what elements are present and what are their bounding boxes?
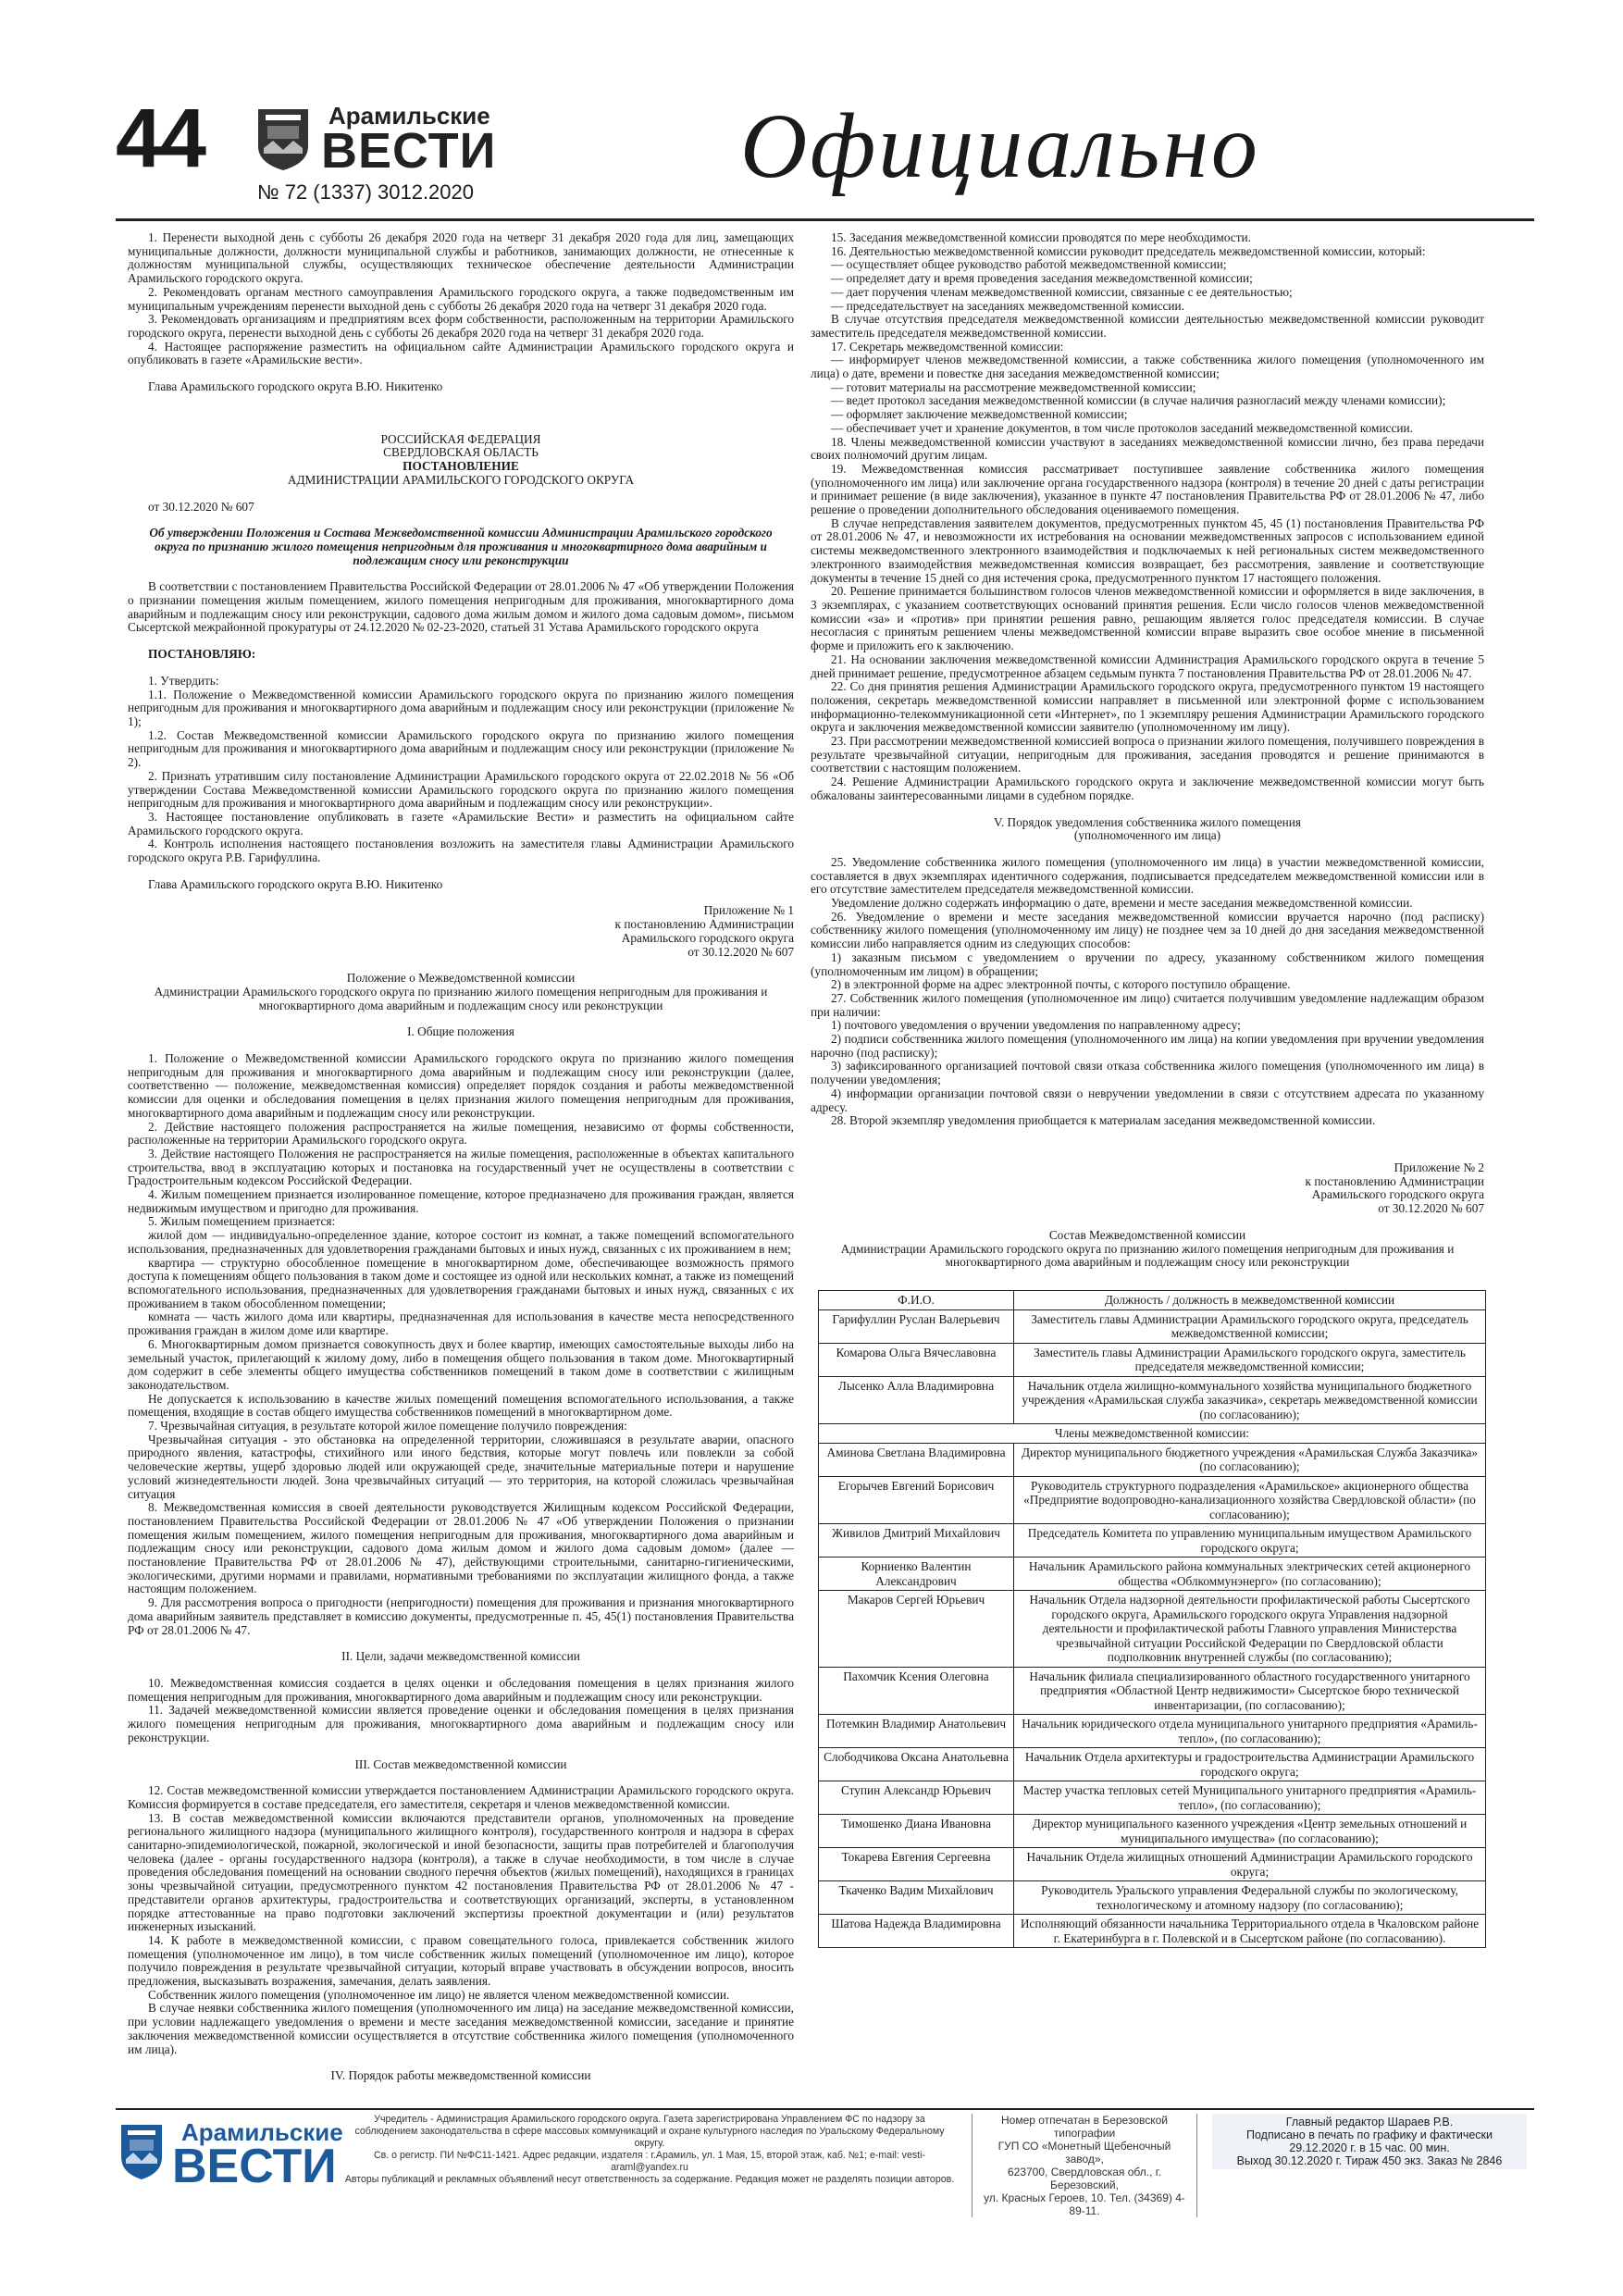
signature: Глава Арамильского городского округа В.Ю. Никитенко: [148, 379, 443, 394]
printer-line: 623700, Свердловская обл., г. Березовский,: [1007, 2166, 1162, 2191]
table-row: [819, 1915, 1486, 1948]
paragraph: 1. Утвердить:: [148, 673, 219, 688]
paragraph: 3) зафиксированного организацией почтовой связи отказа собственника жилого помещения (уполномоченного им лица) в получении уведомления;: [811, 1059, 1484, 1087]
member-role: Заместитель главы Администрации Арамильского городского округа, председатель межведомственной комиссии;: [1014, 1309, 1486, 1343]
paragraph: — определяет дату и время проведения заседания межведомственной комиссии;: [831, 271, 1253, 286]
member-name: Комарова Ольга Вячеславовна: [819, 1343, 1014, 1376]
paragraph: 1.2. Состав Межведомственной комиссии Арамильского городского округа по признанию жилого помещения непригодным для проживания и многоквартирного дома аварийным и подлежащим сносу или реконструкции (приложение № 2).: [128, 727, 794, 770]
paragraph: 7. Чрезвычайная ситуация, в результате которой жилое помещение получило повреждения:: [148, 1419, 627, 1433]
paragraph: 5. Жилым помещением признается:: [148, 1214, 336, 1229]
decree-header-line: АДМИНИСТРАЦИИ АРАМИЛЬСКОГО ГОРОДСКОГО ОКРУГА: [287, 472, 635, 487]
section-heading: III. Состав межведомственной комиссии: [354, 1756, 567, 1771]
section-heading: I. Общие положения: [407, 1024, 514, 1039]
paragraph: В случае отсутствия председателя межведомственной комиссии деятельностью межведомственной комиссии руководит заместитель председателя межведомственной комиссии.: [811, 312, 1484, 340]
paragraph: квартира — структурно обособленное помещение в многоквартирном доме, обеспечивающее возможность прямого доступа к помещениям общего пользования в таком доме и состоящее из одной или нескольких комнат, а также из помещений вспомогательного использования, предназначенных для удовлетворения гражданами бытовых и иных нужд, связанных с их проживанием в таком обособленном помещении;: [128, 1255, 794, 1310]
appendix-note: от 30.12.2020 № 607: [1378, 1201, 1484, 1216]
logo-main-text: ВЕСТИ: [321, 123, 497, 179]
appendix-note: к постановлению Администрации: [1305, 1173, 1484, 1188]
paragraph: 14. К работе в межведомственной комиссии, с правом совещательного голоса, привлекается собственник жилого помещения (уполномоченное им лицо), в том числе собственник жилых помещений (уполномоченное им лицо), которое получило повреждения в результате чрезвычайной ситуации, который вправе участвовать в обсуждении вопросов, вносить предложения, высказывать возражения, замечания, делать заявления.: [128, 1932, 794, 1989]
paragraph: 1) заказным письмом с уведомлением о вручении по адресу, указанному собственником жилого помещения (уполномоченным им лицом) в обращении;: [811, 949, 1484, 978]
member-name: Потемкин Владимир Анатольевич: [819, 1715, 1014, 1748]
composition-subtitle: Администрации Арамильского городского округа по признанию жилого помещения непригодным для проживания и многоквартирного дома аварийным и подлежащим сносу или реконструкции: [840, 1241, 1455, 1270]
member-name: Живилов Дмитрий Михайлович: [819, 1524, 1014, 1558]
footer-logo-top-text: Арамильские: [181, 2118, 343, 2146]
paragraph: 2. Действие настоящего положения распространяется на жилые помещения, независимо от формы собственности, расположенные на территории Арамильского городского округа.: [128, 1119, 794, 1148]
paragraph: 4. Контроль исполнения настоящего постановления возложить на заместителя главы Администрации Арамильского городского округа Р.В. Гарифуллина.: [128, 837, 794, 865]
paragraph: — осуществляет общее руководство работой межведомственной комиссии;: [831, 257, 1227, 272]
appendix-2-block: [811, 1161, 1484, 1270]
printer-line: Номер отпечатан в Березовской типографии: [1001, 2114, 1168, 2140]
printer-line: ГУП СО «Монетный Щебеночный завод»,: [997, 2140, 1171, 2166]
right-column: [811, 231, 1484, 1128]
newspaper-logo: [254, 100, 497, 179]
appendix-note: Приложение № 2: [1394, 1160, 1484, 1174]
paragraph: 19. Межведомственная комиссия рассматривает поступившее заявление собственника жилого помещения (уполномоченного им лица) или заключение органа государственного надзора (контроля) в течение 20 дней с даты регистрации и принимает решение (в виде заключения), указанное в пункте 47 постановления Правительства РФ от 28.01.2006 № 47, либо решение о проведении дополнительного обследования оцениваемого помещения.: [811, 461, 1484, 517]
composition-title: Состав Межведомственной комиссии: [1048, 1227, 1246, 1242]
resolve-heading: ПОСТАНОВЛЯЮ:: [148, 647, 256, 662]
paragraph: Чрезвычайная ситуация - это обстановка на определенной территории, сложившаяся в результате аварии, опасного природного явления, катастрофы, стихийного или иного бедствия, которые могут повлечь или повлекли за собой человеческие жертвы, ущерб здоровью людей или окружающей среде, значительные материальные потери и нарушение условий жизнедеятельности людей. Зона чрезвычайных ситуаций — это территория, на которой сложилась чрезвычайная ситуация: [128, 1432, 794, 1501]
paragraph: 3. Настоящее постановление опубликовать в газете «Арамильские Вести» и разместить на официальном сайте Арамильского городского округа.: [128, 809, 794, 838]
member-name: Шатова Надежда Владимировна: [819, 1915, 1014, 1948]
preamble: В соответствии с постановлением Правительства Российской Федерации от 28.01.2006 № 47 «Об утверждении Положения о признании помещения жилым помещением, жилого помещения непригодным для проживания, многоквартирного дома аварийным и подлежащим сносу или реконструкции, садового дома жилым домом и жилого дома садовым домом», письмом Сысертской межрайонной прокуратуры от 24.12.2020 № 02-23-2020, статьей 31 Устава Арамильского городского округа: [128, 579, 794, 635]
member-role: Начальник юридического отдела муниципального унитарного предприятия «Арамиль-тепло», (по согласованию);: [1014, 1715, 1486, 1748]
paragraph: 16. Деятельностью межведомственной комиссии руководит председатель межведомственной комиссии, который:: [831, 243, 1426, 258]
editor-info: [1212, 2114, 1527, 2169]
member-name: Корниенко Валентин Александрович: [819, 1558, 1014, 1591]
member-name: Аминова Светлана Владимировна: [819, 1443, 1014, 1476]
table-row: [819, 1667, 1486, 1715]
paragraph: 17. Секретарь межведомственной комиссии:: [831, 339, 1064, 354]
member-role: Исполняющий обязанности начальника Территориального отдела в Чкаловском районе г. Екатеринбурга в г. Полевской и в Сысертском районе (по согласованию).: [1014, 1915, 1486, 1948]
member-name: Пахомчик Ксения Олеговна: [819, 1667, 1014, 1715]
paragraph: 20. Решение принимается большинством голосов членов межведомственной комиссии и оформляется в виде заключения, в 3 экземплярах, с указанием соответствующих оснований принятия решения. Если число голосов членов межведомственной комиссии «за» и «против» при принятии решения равно, решающим является голос председателя комиссии. В случае несогласия с принятым решением члены межведомственной комиссии вправе выразить свое особое мнение в письменной форме и приложить его к заключению.: [811, 584, 1484, 653]
paragraph: — оформляет заключение межведомственной комиссии;: [831, 407, 1128, 422]
appendix-note: Арамильского городского округа: [1311, 1187, 1484, 1202]
paragraph: В случае неявки собственника жилого помещения (уполномоченного им лица) на заседание межведомственной комиссии, при условии надлежащего уведомления о времени и месте заседания межведомственной комиссии, заседание и принятие заключения межведомственной комиссии осуществляется в отсутствие собственника жилого помещения (уполномоченного им лица).: [128, 2001, 794, 2056]
editor-line: Выход 30.12.2020 г. Тираж 450 экз. Заказ № 2846: [1236, 2154, 1503, 2167]
member-name: Лысенко Алла Владимировна: [819, 1376, 1014, 1424]
paragraph: 4. Жилым помещением признается изолированное помещение, которое предназначено для проживания граждан, является недвижимым имуществом и пригодно для проживания.: [128, 1187, 794, 1215]
member-role: Начальник Отдела жилищных отношений Администрации Арамильского городского округа;: [1014, 1848, 1486, 1881]
table-row: [819, 1848, 1486, 1881]
member-role: Начальник Отдела архитектуры и градостроительства Администрации Арамильского городского округа;: [1014, 1748, 1486, 1781]
paragraph: В случае непредставления заявителем документов, предусмотренных пунктом 45, 45 (1) постановления Правительства РФ от 28.01.2006 № 47, и невозможности их истребования на основании межведомственных запросов с использованием единой системы межведомственного электронного взаимодействия и подключаемых к ней региональных систем межведомственного электронного взаимодействия межведомственная комиссия возвращает, без рассмотрения, заявление и соответствующие документы в течение 15 дней со дня истечения срока, предусмотренного пунктом 17 настоящего положения.: [811, 515, 1484, 585]
paragraph: — дает поручения членам межведомственной комиссии, связанные с ее деятельностью;: [831, 284, 1293, 299]
paragraph: 2. Рекомендовать органам местного самоуправления Арамильского городского округа, а также подведомственным им муниципальным учреждениям перенести выходной день с субботы 26 декабря 2020 года на четверг 31 декабря 2020 года.: [128, 284, 794, 313]
member-role: Начальник филиала специализированного областного государственного унитарного предприятия «Областной Центр недвижимости» Сысертское бюро технической инвентаризации, (по согласованию);: [1014, 1667, 1486, 1715]
paragraph: 27. Собственник жилого помещения (уполномоченное им лицо) считается получившим уведомление надлежащим образом при наличии:: [811, 990, 1484, 1019]
table-row: [819, 1781, 1486, 1815]
paragraph: Собственник жилого помещения (уполномоченное им лицо) не является членом межведомственной комиссии.: [148, 1987, 730, 2002]
logo-top-text: Арамильские: [328, 102, 490, 130]
member-name: Ступин Александр Юрьевич: [819, 1781, 1014, 1815]
paragraph: 21. На основании заключения межведомственной комиссии Администрация Арамильского городского округа в течение 5 дней принимает решение, предусмотренное абзацем седьмым пункта 7 постановления Правительства РФ от 28.01.2006 № 47.: [811, 652, 1484, 680]
decree-header-line: РОССИЙСКАЯ ФЕДЕРАЦИЯ: [380, 431, 541, 446]
table-row: [819, 1881, 1486, 1915]
paragraph: 24. Решение Администрации Арамильского городского округа и заключение межведомственной комиссии могут быть обжалованы заинтересованными лицами в судебном порядке.: [811, 775, 1484, 802]
member-role: Руководитель Уральского управления Федеральной службы по экологическому, технологическому и атомному надзору (по согласованию);: [1014, 1881, 1486, 1915]
paragraph: 12. Состав межведомственной комиссии утверждается постановлением Администрации Арамильского городского округа. Комиссия формируется в составе председателя, его заместителя, секретаря и членов межведомственной комиссии.: [128, 1783, 794, 1811]
printer-line: ул. Красных Героев, 10. Тел. (34369) 4-89-11.: [984, 2191, 1185, 2217]
member-role: Руководитель структурного подразделения «Арамильское» акционерного общества «Предприятие водопроводно-канализационного хозяйства Свердловской области» (по согласованию);: [1014, 1476, 1486, 1524]
paragraph: — обеспечивает учет и хранение документов, в том числе протоколов заседаний межведомственной комиссии.: [831, 420, 1413, 435]
regulation-subtitle: Администрации Арамильского городского округа по признанию жилого помещения непригодным для проживания и многоквартирного дома аварийным и подлежащим сносу или реконструкции: [154, 984, 768, 1012]
member-name: Гарифуллин Руслан Валерьевич: [819, 1309, 1014, 1343]
paragraph: 15. Заседания межведомственной комиссии проводятся по мере необходимости.: [831, 230, 1251, 244]
paragraph: 26. Уведомление о времени и месте заседания межведомственной комиссии вручается нарочно (под расписку) собственнику жилого помещения (уполномоченному им лицу) не позднее чем за 10 дней до дня заседания межведомственной комиссии либо направляется одним из следующих способов:: [811, 909, 1484, 951]
paragraph: 1.1. Положение о Межведомственной комиссии Арамильского городского округа по признанию жилого помещения непригодным для проживания и многоквартирного дома аварийным и подлежащим сносу или реконструкции (приложение № 1);: [128, 687, 794, 728]
paragraph: 3. Рекомендовать организациям и предприятиям всех форм собственности, расположенным на территории Арамильского городского округа, перенести выходной день с субботы 26 декабря 2020 года на четверг 31 декабря 2020 года.: [128, 312, 794, 340]
decree-header-line: ПОСТАНОВЛЕНИЕ: [403, 459, 519, 474]
commission-table: [818, 1290, 1486, 1948]
table-row: [819, 1715, 1486, 1748]
member-role: Директор муниципального бюджетного учреждения «Арамильская Служба Заказчика» (по согласованию);: [1014, 1443, 1486, 1476]
member-name: Токарева Евгения Сергеевна: [819, 1848, 1014, 1881]
member-name: Макаров Сергей Юрьевич: [819, 1591, 1014, 1668]
appendix-note: Арамильского городского округа: [621, 930, 794, 945]
table-row: [819, 1476, 1486, 1524]
footer-logo: [118, 2116, 343, 2193]
section-heading: II. Цели, задачи межведомственной комиссии: [341, 1649, 580, 1664]
decree-title: Об утверждении Положения и Состава Межведомственной комиссии Администрации Арамильского городского округа по признанию жилого помещения непригодным для проживания и многоквартирного дома аварийным и подлежащим сносу или реконструкции: [149, 526, 773, 567]
founder-info: [344, 2114, 955, 2186]
table-row: [819, 1376, 1486, 1424]
editor-line: Подписано в печать по графику и фактически: [1246, 2128, 1493, 2141]
section-heading: IV. Порядок работы межведомственной комиссии: [330, 2068, 591, 2083]
paragraph: 1) почтового уведомления о вручении уведомления по направленному адресу;: [831, 1018, 1241, 1033]
editor-line: 29.12.2020 г. в 15 час. 00 мин.: [1289, 2141, 1450, 2154]
paragraph: 13. В состав межведомственной комиссии включаются представители органов, уполномоченных на проведение регионального жилищного надзора (муниципального жилищного контроля), государственного контроля и надзора в сферах санитарно-эпидемиологической, пожарной, экологической и иной безопасности, защиты прав потребителей и благополучия человека (далее - органы государственного надзора (контроля), а также в случае необходимости, в том числе в случае проведения обследования помещений на основании сводного перечня объектов (жилых помещений), находящихся в границах зоны чрезвычайной ситуации, предусмотренного пунктом 42 постановления Правительства РФ от 28.01.2006 № 47 - представители органов архитектуры, градостроительства и соответствующих организаций, эксперты, в установленном порядке аттестованные на право подготовки заключений экспертизы проектной документации и (или) результатов инженерных изысканий.: [128, 1810, 794, 1934]
table-row: [819, 1524, 1486, 1558]
column-header: Ф.И.О.: [819, 1291, 1014, 1310]
table-row: [819, 1558, 1486, 1591]
header-rule: [116, 218, 1534, 221]
members-subheading-row: [819, 1424, 1486, 1444]
editor-line: Главный редактор Шараев Р.В.: [1285, 2116, 1454, 2128]
footer-logo-main-text: ВЕСТИ: [172, 2140, 337, 2193]
member-role: Директор муниципального казенного учреждения «Центр земельных отношений и муниципального имущества» (по согласованию);: [1014, 1815, 1486, 1848]
paragraph: — информирует членов межведомственной комиссии, а также собственника жилого помещения (уполномоченного им лица) о дате, времени и повестке дня заседания межведомственной комиссии;: [811, 353, 1484, 381]
paragraph: 18. Члены межведомственной комиссии участвуют в заседаниях межведомственной комиссии лично, без права передачи своих полномочий другим лицам.: [811, 434, 1484, 463]
paragraph: 11. Задачей межведомственной комиссии является проведение оценки и обследования помещения в целях признания жилого помещения непригодным для проживания, многоквартирного дома аварийным и подлежащим сносу или реконструкции.: [128, 1703, 794, 1744]
section-heading: (уполномоченного им лица): [1073, 828, 1221, 843]
section-heading: V. Порядок уведомления собственника жилого помещения: [993, 814, 1302, 829]
founder-line: Учредитель - Администрация Арамильского городского округа. Газета зарегистрирована Управлением ФС по надзору за соблюдением законодательства в сфере массовых коммуникаций и охране культурного наследия по Уральскому Федеральному округу.: [354, 2114, 945, 2149]
member-role: Заместитель главы Администрации Арамильского городского округа, заместитель председателя межведомственной комиссии;: [1014, 1343, 1486, 1376]
paragraph: — ведет протокол заседания межведомственной комиссии (в случае наличия разногласий между членами комиссии);: [831, 393, 1446, 408]
issue-number: № 72 (1337) 3012.2020: [257, 180, 474, 204]
signature: Глава Арамильского городского округа В.Ю. Никитенко: [148, 876, 443, 891]
paragraph: 2. Признать утратившим силу постановление Администрации Арамильского городского округа от 22.02.2018 № 56 «Об утверждении Состава Межведомственной комиссии Арамильского городского округа по признанию жилого помещения непригодным для проживания и многоквартирного дома аварийным и подлежащим сносу или реконструкции».: [128, 768, 794, 811]
table-header-row: [819, 1291, 1486, 1310]
crest-icon: [254, 105, 312, 172]
member-role: Начальник Отдела надзорной деятельности профилактической работы Сысертского городского округа, Арамильского городского округа Управления надзорной деятельности и профилактической работы Главного управления Министерства чрезвычайной ситуации Российской Федерации по Свердловской области подполковник внутренней службы (по согласованию);: [1014, 1591, 1486, 1668]
member-role: Начальник отдела жилищно-коммунального хозяйства муниципального бюджетного учреждения «Арамильская служба заказчика», секретарь межведомственной комиссии (по согласованию);: [1014, 1376, 1486, 1424]
paragraph: 25. Уведомление собственника жилого помещения (уполномоченного им лица) в участии межведомственной комиссии, составляется в двух экземплярах идентичного содержания, подписывается председателем межведомственной комиссии или в его отсутствие заместителем председателя межведомственной комиссии.: [811, 854, 1484, 897]
section-title: Официально: [740, 94, 1260, 197]
appendix-note: Приложение № 1: [703, 903, 794, 918]
paragraph: Не допускается к использованию в качестве жилых помещений помещения вспомогательного использования, а также помещения, входящие в состав общего имущества собственников помещений в многоквартирном доме.: [128, 1391, 794, 1420]
table-row: [819, 1309, 1486, 1343]
appendix-note: от 30.12.2020 № 607: [688, 944, 794, 959]
paragraph: 10. Межведомственная комиссия создается в целях оценки и обследования помещения в целях признания жилого помещения непригодным для проживания, многоквартирного дома аварийным и подлежащим сносу или реконструкции.: [128, 1675, 794, 1704]
founder-line: Авторы публикаций и рекламных объявлений несут ответственность за содержание. Редакция может не разделять позиции авторов.: [344, 2174, 955, 2185]
decree-header-line: СВЕРДЛОВСКАЯ ОБЛАСТЬ: [383, 445, 539, 460]
paragraph: — председательствует на заседаниях межведомственной комиссии.: [831, 298, 1184, 313]
paragraph: 28. Второй экземпляр уведомления приобщается к материалам заседания межведомственной комиссии.: [831, 1113, 1376, 1128]
paragraph: 6. Многоквартирным домом признается совокупность двух и более квартир, имеющих самостоятельные выходы либо на земельный участок, прилегающий к жилому дому, либо в помещения общего пользования в таком доме. Многоквартирный дом содержит в себе элементы общего имущества собственников помещений в таком доме в соответствии с жилищным законодательством.: [128, 1336, 794, 1392]
member-name: Тимошенко Диана Ивановна: [819, 1815, 1014, 1848]
column-header: Должность / должность в межведомственной комиссии: [1014, 1291, 1486, 1310]
footer-rule: [116, 2108, 1534, 2110]
crest-icon: [118, 2122, 165, 2181]
paragraph: 2) в электронной форме на адрес электронной почты, с которого поступило обращение.: [831, 977, 1291, 992]
paragraph: Уведомление должно содержать информацию о дате, времени и месте заседания межведомственной комиссии.: [831, 896, 1413, 911]
paragraph: 8. Межведомственная комиссия в своей деятельности руководствуется Жилищным кодексом Российской Федерации, постановлением Правительства Российской Федерации от 28.01.2006 № 47 «Об утверждении Положения о признании помещения жилым помещением, жилого помещения непригодным для проживания, многоквартирного дома аварийным и подлежащим сносу или реконструкции, садового дома жилым домом и жилого дома садовым домом» (далее — постановление Правительства РФ от 28.01.2006 № 47), действующими строительными, санитарно-гигиеническими, экологическими, другими нормами и правилами, нормативными требованиями по эксплуатации жилищного фонда, а также настоящим положением.: [128, 1500, 794, 1596]
paragraph: 22. Со дня принятия решения Администрации Арамильского городского округа, предусмотренного пунктом 19 настоящего положения, секретарь межведомственной комиссии направляет в письменной или электронной форме с использованием информационно-телекоммуникационной сети «Интернет», по 1 экземпляру решения Администрации Арамильского городского округа и заключения межведомственной комиссии заявителю (уполномоченному им лицу).: [811, 679, 1484, 735]
printer-info: [972, 2114, 1197, 2217]
paragraph: 1. Положение о Межведомственной комиссии Арамильского городского округа по признанию жилого помещения непригодным для проживания и многоквартирного дома аварийным и подлежащим сносу или реконструкции (далее, соответственно — положение, межведомственная комиссия) определяет порядок создания и работы межведомственной комиссии для оценки и обследования помещения в целях признания жилого помещения непригодным для проживания, многоквартирного дома аварийным и подлежащим сносу или реконструкции.: [128, 1051, 794, 1120]
members-subheading: Члены межведомственной комиссии:: [819, 1424, 1486, 1444]
left-column: [128, 231, 794, 2083]
member-name: Ткаченко Вадим Михайлович: [819, 1881, 1014, 1915]
table-row: [819, 1443, 1486, 1476]
member-name: Егорычев Евгений Борисович: [819, 1476, 1014, 1524]
paragraph: комната — часть жилого дома или квартиры, предназначенная для использования в качестве места непосредственного проживания граждан в жилом доме или квартире.: [128, 1309, 794, 1338]
member-role: Начальник Арамильского района коммунальных электрических сетей акционерного общества «Облкоммунэнерго» (по согласованию);: [1014, 1558, 1486, 1591]
paragraph: 1. Перенести выходной день с субботы 26 декабря 2020 года на четверг 31 декабря 2020 года для лиц, замещающих муниципальные должности, должности муниципальной службы и работников, занимающих должности, не отнесенные к должностям муниципальной службы, осуществляющих техническое обеспечение деятельности Администрации Арамильского городского округа.: [128, 230, 794, 286]
decree-date: от 30.12.2020 № 607: [148, 499, 254, 514]
paragraph: 3. Действие настоящего Положения не распространяется на жилые помещения, расположенные в объектах капитального строительства, ввод в эксплуатацию которых и постановка на государственный учет не осуществлены в соответствии с Градостроительным кодексом Российской Федерации.: [128, 1146, 794, 1188]
appendix-note: к постановлению Администрации: [614, 917, 794, 932]
page-number: 44: [116, 93, 205, 185]
paragraph: 9. Для рассмотрения вопроса о пригодности (непригодности) помещения для проживания и признания многоквартирного дома аварийным заявитель представляет в комиссию документы, предусмотренные п. 45, 45(1) постановления Правительства РФ от 28.01.2006 № 47.: [128, 1595, 794, 1637]
paragraph: 4) информации организации почтовой связи о невручении уведомлении в связи с отсутствием адресата по указанному адресу.: [811, 1086, 1484, 1114]
paragraph: — готовит материалы на рассмотрение межведомственной комиссии;: [831, 379, 1196, 394]
member-role: Мастер участка тепловых сетей Муниципального унитарного предприятия «Арамиль-тепло», (по согласованию);: [1014, 1781, 1486, 1815]
member-role: Председатель Комитета по управлению муниципальным имуществом Арамильского городского округа;: [1014, 1524, 1486, 1558]
paragraph: жилой дом — индивидуально-определенное здание, которое состоит из комнат, а также помещений вспомогательного использования, предназначенных для удовлетворения гражданами бытовых и иных нужд, связанных с их проживанием в нем;: [128, 1228, 794, 1256]
paragraph: 23. При рассмотрении межведомственной комиссией вопроса о признании жилого помещения, получившего повреждения в результате чрезвычайной ситуации, непригодным для проживания, заседания проводятся и решение принимаются в соответствии с настоящим положением.: [811, 734, 1484, 776]
regulation-title: Положение о Межведомственной комиссии: [346, 971, 576, 986]
table-row: [819, 1591, 1486, 1668]
paragraph: 2) подписи собственника жилого помещения (уполномоченного им лица) на копии уведомления при вручении уведомления нарочно (под расписку);: [811, 1032, 1484, 1060]
founder-line: Св. о регистр. ПИ №ФС11-1421. Адрес редакции, издателя : г.Арамиль, ул. 1 Мая, 15, второй этаж, каб. №1; e-mail: vesti-araml@yandex.ru: [373, 2150, 925, 2173]
table-row: [819, 1748, 1486, 1781]
table-row: [819, 1815, 1486, 1848]
member-name: Слободчикова Оксана Анатольевна: [819, 1748, 1014, 1781]
table-row: [819, 1343, 1486, 1376]
paragraph: 4. Настоящее распоряжение разместить на официальном сайте Администрации Арамильского городского округа и опубликовать в газете «Арамильские вести».: [128, 339, 794, 367]
